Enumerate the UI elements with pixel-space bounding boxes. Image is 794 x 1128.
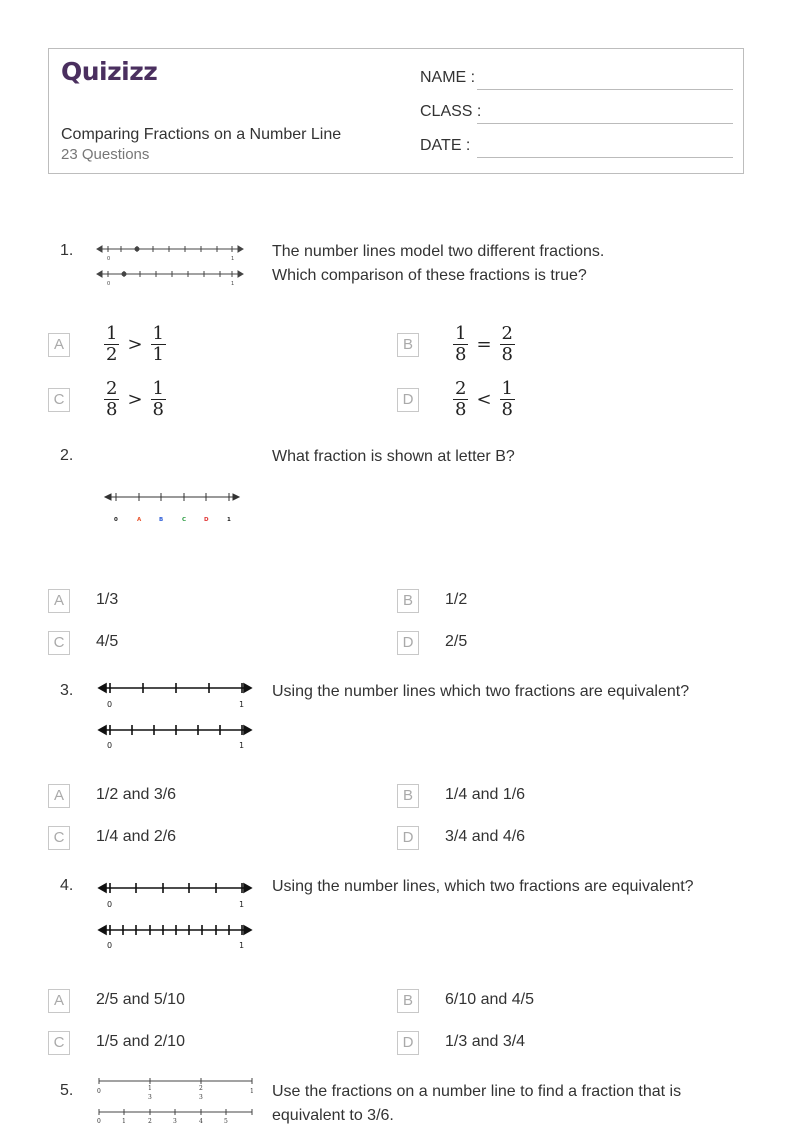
tick-label: B: [159, 517, 164, 523]
option-a-box[interactable]: A: [48, 989, 70, 1013]
option-b-box[interactable]: B: [397, 989, 419, 1013]
arrow-left: [97, 246, 102, 252]
quizizz-logo: Quizizz: [61, 57, 158, 86]
option-a-box[interactable]: A: [48, 333, 70, 357]
tick-label: 1: [122, 1118, 126, 1125]
option-b-text[interactable]: 1/4 and 1/6: [445, 786, 526, 803]
date-label: DATE :: [420, 137, 471, 154]
option-c-expression[interactable]: $\frac{2}{8}$ > $\frac{1}{8}$: [106, 378, 164, 420]
class-label: CLASS :: [420, 103, 482, 120]
tick-label: D: [204, 517, 209, 523]
tick-label: 3: [173, 1118, 177, 1125]
option-a-box[interactable]: A: [48, 784, 70, 808]
arrow-right: [238, 246, 243, 252]
tick-label: 1: [239, 741, 245, 750]
question-text: The number lines model two different fractions. Which comparison of these fractions is true?: [272, 243, 605, 284]
number-line-figure: [104, 488, 244, 528]
question-number: 4.: [60, 877, 74, 894]
option-d-expression[interactable]: $\frac{2}{8}$ < $\frac{1}{8}$: [455, 378, 513, 420]
option-b-text[interactable]: 1/2: [445, 591, 468, 608]
number-line-figure: [96, 1076, 256, 1123]
tick-label: A: [137, 517, 142, 523]
class-field[interactable]: [477, 123, 733, 124]
tick-label: 3: [148, 1094, 152, 1101]
option-a-text[interactable]: 2/5 and 5/10: [96, 991, 185, 1008]
tick-label: 1: [239, 700, 245, 709]
question-text: Use the fractions on a number line to find a fraction that is equivalent to 3/6.: [272, 1083, 682, 1124]
option-c-box[interactable]: C: [48, 631, 70, 655]
question-number: 1.: [60, 242, 74, 259]
worksheet-title: Comparing Fractions on a Number Line: [61, 126, 342, 143]
option-c-text[interactable]: 4/5: [96, 633, 119, 650]
option-a-expression[interactable]: $\frac{1}{2}$ > $\frac{1}{1}$: [106, 323, 164, 365]
option-a-box[interactable]: A: [48, 589, 70, 613]
number-line-figure: [96, 240, 246, 290]
number-line-figure: [98, 680, 254, 752]
tick-label: 2: [148, 1118, 152, 1125]
tick-label: 0: [107, 700, 113, 709]
tick-label: 0: [114, 517, 118, 523]
option-c-text[interactable]: 1/5 and 2/10: [96, 1033, 185, 1050]
option-d-box[interactable]: D: [397, 631, 419, 655]
date-field[interactable]: [477, 157, 733, 158]
option-b-box[interactable]: B: [397, 784, 419, 808]
option-d-box[interactable]: D: [397, 388, 419, 412]
option-b-expression[interactable]: $\frac{1}{8}$ = $\frac{2}{8}$: [455, 323, 513, 365]
tick-label: 0: [107, 941, 113, 950]
tick-label: 4: [199, 1118, 203, 1125]
option-d-text[interactable]: 2/5: [445, 633, 468, 650]
tick-label: 1: [231, 281, 235, 287]
tick-label: 1: [239, 900, 245, 909]
question-number: 2.: [60, 447, 74, 464]
option-d-box[interactable]: D: [397, 826, 419, 850]
tick-label: 2: [199, 1085, 203, 1092]
question-number: 3.: [60, 682, 74, 699]
tick-label: 3: [199, 1094, 203, 1101]
option-b-box[interactable]: B: [397, 589, 419, 613]
name-label: NAME :: [420, 69, 476, 86]
tick-label: 1: [239, 941, 245, 950]
option-a-text[interactable]: 1/2 and 3/6: [96, 786, 177, 803]
number-line-figure: [98, 880, 254, 952]
tick-label: 1: [227, 517, 231, 523]
worksheet-header: [48, 48, 744, 174]
question-text: Using the number lines, which two fractions are equivalent?: [272, 878, 694, 895]
question-count: 23 Questions: [61, 146, 150, 163]
option-d-text[interactable]: 1/3 and 3/4: [445, 1033, 526, 1050]
tick-label: 0: [107, 741, 113, 750]
question-number: 5.: [60, 1082, 74, 1099]
tick-label: 0: [97, 1118, 101, 1125]
question-text: What fraction is shown at letter B?: [272, 448, 515, 465]
option-c-box[interactable]: C: [48, 1031, 70, 1055]
tick-label: 1: [231, 256, 235, 262]
point-marker: [135, 247, 139, 251]
option-d-box[interactable]: D: [397, 1031, 419, 1055]
option-c-box[interactable]: C: [48, 826, 70, 850]
tick-label: 5: [224, 1118, 228, 1125]
tick-label: C: [182, 517, 187, 523]
name-field[interactable]: [477, 89, 733, 90]
option-c-box[interactable]: C: [48, 388, 70, 412]
question-text: Using the number lines which two fractions are equivalent?: [272, 683, 690, 700]
tick-label: 0: [97, 1088, 101, 1095]
tick-label: 1: [148, 1085, 152, 1092]
option-b-box[interactable]: B: [397, 333, 419, 357]
option-d-text[interactable]: 3/4 and 4/6: [445, 828, 526, 845]
tick-label: 0: [107, 281, 111, 287]
option-b-text[interactable]: 6/10 and 4/5: [445, 991, 534, 1008]
tick-label: 1: [250, 1088, 254, 1095]
point-marker: [122, 272, 126, 276]
tick-label: 0: [107, 900, 113, 909]
tick-label: 0: [107, 256, 111, 262]
option-c-text[interactable]: 1/4 and 2/6: [96, 828, 177, 845]
option-a-text[interactable]: 1/3: [96, 591, 119, 608]
